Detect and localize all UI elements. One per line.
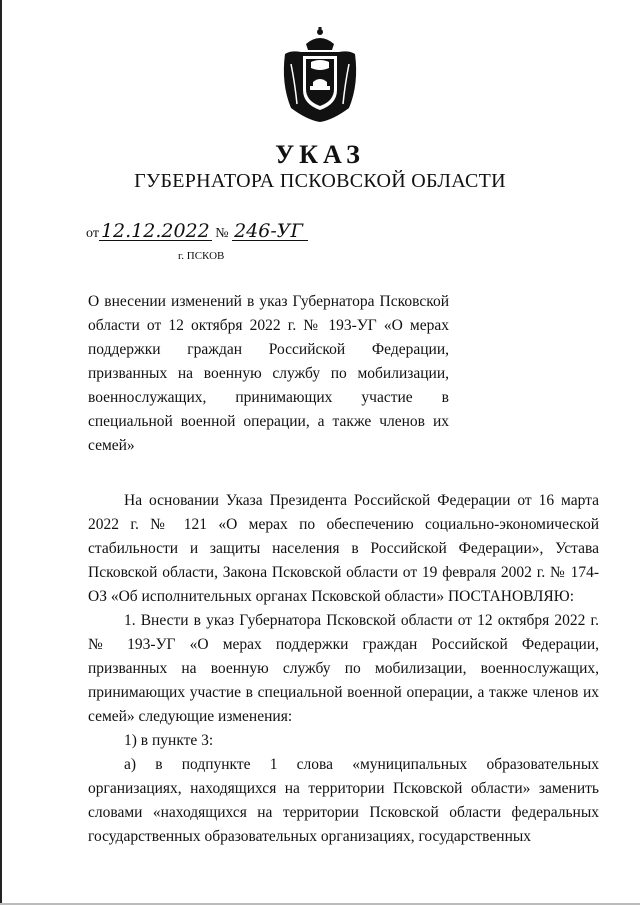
handwritten-date: 12.12.2022 [100,220,210,242]
item-1-1-a-paragraph: а) в подпункте 1 слова «муниципальных образовательных организациях, находящихся на территории Псковской области» заменить словами «находящихся на территории Псковской области федеральных государственных образовательных организациях, государственных [88,756,599,845]
number-sign: № [215,226,229,241]
date-prefix: от [86,226,99,241]
preamble-paragraph: На основании Указа Президента Российской Федерации от 16 марта 2022 г. № 121 «О мерах по обеспечению социально-экономической стабильности и защиты населения в Российской Федерации», Устава Псковской области, Закона Псковской области от 19 февраля 2002 г. № 174-ОЗ «Об исполнительных органах Псковской области» ПОСТАНОВЛЯЮ: [88,492,599,605]
decree-subject: О внесении изменений в указ Губернатора Псковской области от 12 октября 2022 г. № 193-УГ «О мерах поддержки граждан Российской Федерации, призванных на военную службу по мобилизации, военнослужащих, принимающих участие в специальной военной операции, а также членов их семей» [88,293,449,454]
handwritten-number: 246-УГ [232,222,308,241]
item-1-paragraph: 1. Внести в указ Губернатора Псковской области от 12 октября 2022 г. № 193-УГ «О мерах поддержки граждан Российской Федерации, призванных на военную службу по мобилизации, военнослужащих, принимающих участие в специальной военной операции, а также членов их семей» следующие изменения: [88,612,599,725]
document-title: УКАЗ [275,140,365,169]
dateline [86,222,308,242]
scan-left-edge [0,0,2,905]
document-subtitle: ГУБЕРНАТОРА ПСКОВСКОЙ ОБЛАСТИ [134,170,506,192]
city-label: г. ПСКОВ [178,250,225,262]
pskov-coat-of-arms-icon [279,24,361,124]
item-1-1-paragraph: 1) в пункте 3: [124,732,214,749]
decree-body [88,489,599,849]
